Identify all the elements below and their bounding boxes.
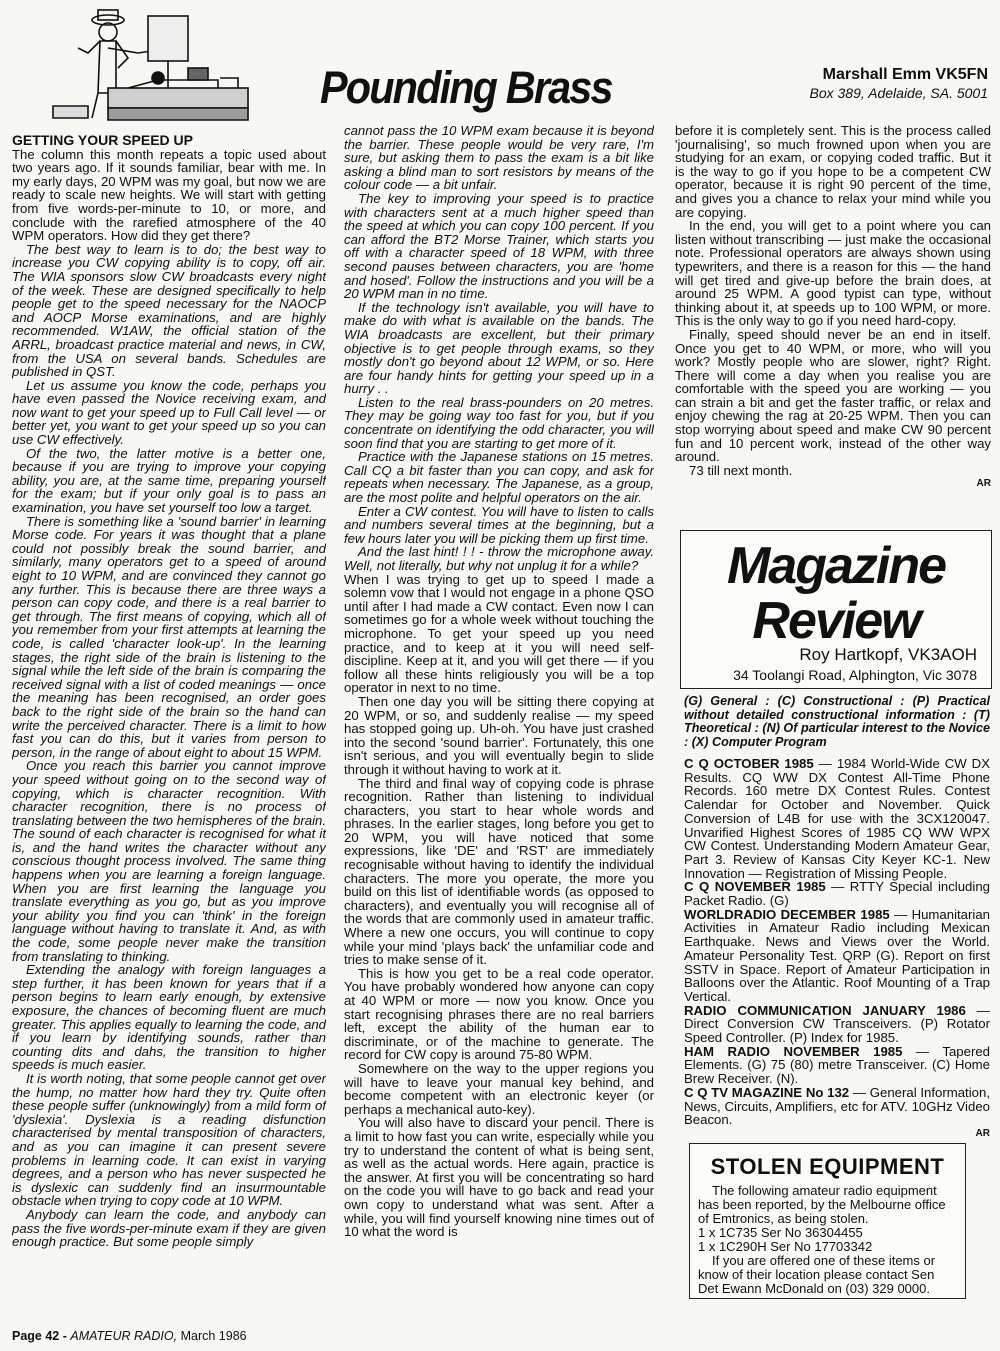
page-number: Page 42 - — [12, 1329, 71, 1343]
article-column-2 — [344, 124, 654, 1319]
end-mark: AR — [975, 1127, 990, 1139]
paragraph: 73 till next month. — [689, 462, 793, 478]
stolen-intro: The following amateur radio equipment has been reported, by the Melbourne office of Emtronics, as being stolen. — [698, 1183, 946, 1226]
review-entry: HAM RADIO NOVEMBER 1985 — Tapered Elements. (G) 75 (80) metre Transceiver. (C) Home Brew Receiver. (N). — [684, 1043, 991, 1087]
review-entry: C Q OCTOBER 1985 — 1984 World-Wide CW DX Results. CQ WW DX Contest All-Time Phone Records. 160 metre DX Contest Rules. Contest Calendar for October and November. Quick Conversion of L4B for use with the 3CX120047. Unvarified Highest Scores of 1985 CQ WW WPX CW Contest. Understanding Modern Amateur Gear, Part 3. Review of Kansas City Keyer KC-1. New Innovation — Registration of Missing People. — [684, 756, 990, 881]
paragraph: Enter a CW contest. You will have to listen to calls and numbers several times at the beginning, but a few hours later you will be picking them up first time. — [344, 503, 654, 546]
magazine-review-title-line2: Review — [752, 592, 920, 650]
stolen-item: 1 x 1C735 Ser No 36304455 — [698, 1225, 863, 1240]
paragraph: cannot pass the 10 WPM exam because it is beyond the barrier. These people would be very rare, I'm sure, but asking them to pass the exam is a bit like asking a blind man to sort resistors by means of the colour code — a bit unfair. — [344, 124, 654, 193]
page-title: Pounding Brass — [320, 62, 612, 113]
paragraph: before it is completely sent. This is the process called 'journalising', so much frowned upon when you are studying for an exam, or copying coded traffic. But it is the way to go if you hope to be a competent CW operator, because it is right 90 percent of the time, and gives you a chance to relax your mind while you are copying. — [675, 124, 991, 220]
review-entry: C Q TV MAGAZINE No 132 — General Information, News, Circuits, Amplifiers, etc for ATV. 10GHz Video Beacon. — [684, 1084, 990, 1128]
page-footer — [12, 1329, 247, 1343]
magazine-review-header — [680, 530, 992, 689]
paragraph: Once you reach this barrier you cannot improve your speed without going on to the second way of copying, which is character recognition. With character recognition, there is no process of translating between the two hemispheres of the brain. The sound of each character is recognised for what it is, and the hand writes the character without any conscious thought process involved. The same thing happens when you are learning a foreign language. When you are first learning the language you translate everything as you go, but as you improve your ability you find you can 'think' in the foreign language without having to translate it. And, as with the code, some people never make the transition from translating to thinking. — [12, 758, 326, 964]
paragraph: And the last hint! ! ! - throw the microphone away. Well, not literally, but why not unplug it for a while? — [344, 544, 654, 573]
paragraph: It is worth noting, that some people cannot get over the hump, no matter how hard they try. Quite often these people suffer (unknowingly) from a mild form of 'dyslexia'. Dyslexia is a reading disfunction characterised by mental transposition of characters, and as you can imagine it can present severe problems in learning code. It can exist in varying degrees, and a person who has never suspected he is dyslexic can suddenly find an insurmountable obstacle when trying to copy code at 10 WPM. — [12, 1070, 326, 1209]
author-block — [810, 66, 989, 102]
paragraph: The column this month repeats a topic used about two years ago. If it sounds familiar, bear with me. In my early days, 20 WPM was my goal, but now we are ready to scale new heights. We will start with getting from five words-per-minute to 10, or more, and conclude with the rarefied atmosphere of the 40 WPM operators. How did they get there? — [12, 146, 326, 244]
paragraph: Of the two, the latter motive is a better one, because if you are trying to improve your copying ability, you are, at the same time, preparing yourself for the exam; but if your only goal is to pass an examination, you have set yourself too low a target. — [12, 445, 326, 516]
review-legend: (G) General : (C) Constructional : (P) Practical without detailed constructional information : (T) Theoretical : (N) Of particular interest to the Novice : (X) Computer Program — [684, 694, 990, 749]
stolen-equipment-box — [689, 1143, 966, 1299]
section-heading: GETTING YOUR SPEED UP — [12, 132, 193, 148]
paragraph: You will also have to discard your pencil. There is a limit to how fast you can write, especially while you try to understand the content of what is being sent, as well as the actual words. Here again, practice is the answer. At first you will be concentrating so hard on the code you will have to go back and read your own copy to understand what was sent. After a while, you will find yourself knowing nine times out of 10 what the word is — [344, 1115, 654, 1240]
magazine-review-title-line1: Magazine — [726, 537, 946, 595]
review-list — [684, 757, 990, 1141]
author-address: Box 389, Adelaide, SA. 5001 — [809, 85, 988, 101]
paragraph: Somewhere on the way to the upper regions you will have to leave your manual key behind, and become competent with an electronic keyer (or perhaps a mechanical auto-key). — [344, 1060, 654, 1117]
paragraph: There is something like a 'sound barrier' in learning Morse code. For years it was thought that a plane could not possibly break the sound barrier, and similarly, many operators get to a speed of around eight to 10 WPM, and are convinced they cannot go any further. This is because there are three ways a person can copy code, and there is a real barrier to get through. The first means of copying, which all of you remember from your first attempts at learning the code, is called 'character look-up'. In the learning stages, the right side of the brain is listening to the signal while the left side of the brain is comparing the received signal with a list of coded meanings — once the meaning has been recognised, an order goes back to the right side of the brain so the hand can write the perceived character. There is a limit to how fast you can do this, but it varies from person to person, in the range of about eight to about 15 WPM. — [12, 513, 326, 760]
publication-name: AMATEUR RADIO, — [70, 1329, 178, 1343]
stolen-contact: If you are offered one of these items or know of their location please contact Sen Det Ewann McDonald on (03) 329 0000. — [698, 1253, 936, 1296]
paragraph: Let us assume you know the code, perhaps you have even passed the Novice receiving exam, and now want to get your speed up to Full Call level — or better yet, you want to get your speed up so you can use CW effectively. — [12, 377, 326, 448]
paragraph: Listen to the real brass-pounders on 20 metres. They may be going way too fast for you, but if you concentrate on identifying the odd character, you will soon find that you are starting to get more of it. — [344, 394, 654, 451]
review-entry: C Q NOVEMBER 1985 — RTTY Special including Packet Radio. (G) — [684, 879, 990, 909]
telegraph-key-illustration — [48, 8, 253, 126]
stolen-equipment-title: STOLEN EQUIPMENT — [710, 1154, 945, 1179]
paragraph: Finally, speed should never be an end in itself. Once you get to 40 WPM, or more, who will you work? Mostly people who are slower, right? Right. There will come a day when you realise you are comfortable with the speed you are working — you can strain a bit and get the faster traffic, or relax and enjoy chewing the rag at 20-25 WPM. Then you can stop worrying about speed and make CW 90 percent fun and 10 percent work, instead of the other way around. — [675, 326, 991, 465]
review-editor: Roy Hartkopf, VK3AOH — [799, 645, 977, 664]
paragraph: Then one day you will be sitting there copying at 20 WPM, or so, and suddenly realise — my speed has stopped going up. Uh-oh. You have just crashed into the second 'sound barrier'. Fortunately, this one isn't serious, and you will eventually begin to slide through it without having to work at it. — [344, 693, 654, 777]
end-mark: AR — [976, 478, 991, 490]
stolen-item: 1 x 1C290H Ser No 17703342 — [698, 1239, 873, 1254]
review-entry: RADIO COMMUNICATION JANUARY 1986 — Direct Conversion CW Transceivers. (P) Rotator Speed Controller. (P) Index for 1985. — [684, 1002, 990, 1046]
paragraph: Practice with the Japanese stations on 15 metres. Call CQ a bit faster than you can copy, and ask for repeats when necessary. The Japanese, as a group, are the most polite and helpful operators on the air. — [344, 449, 654, 506]
paragraph: Anybody can learn the code, and anybody can pass the five words-per-minute exam if they are given enough practice. But some people simply — [12, 1206, 326, 1250]
paragraph: The third and final way of copying code is phrase recognition. Rather than listening to individual characters, you start to hear whole words and phrases. In the earlier stages, long before you get to 20 WPM, you will have noticed that some expressions, like 'DE' and 'RST' are immediately recognisable without having to identify the individual characters. The more you operate, the more you build on this list of identifiable words (as opposed to characters), and eventually you will recognise all of the words that are commonly used in amateur traffic. Where a new one occurs, you will continue to copy while your mind 'plays back' the unfamiliar code and tries to make sense of it. — [344, 775, 654, 968]
paragraph: The best way to learn is to do; the best way to increase you CW copying ability is to copy, off air. The WIA sponsors slow CW broadcasts every night of the week. These are designed specifically to help people get to the speed necessary for the NAOCP and AOCP Morse examinations, and are highly recommended. W1AW, the official station of the ARRL, broadcast practice material and news, in CW, from the USA on several bands. Schedules are published in QST. — [12, 241, 326, 380]
paragraph: The key to improving your speed is to practice with characters sent at a much higher speed than the speed at which you can copy 100 percent. If you can afford the BT2 Morse Trainer, which starts you off with a character speed of 18 WPM, with three second pauses between characters, you are 'home and hosed'. Follow the instructions and you will be a 20 WPM man in no time. — [344, 190, 654, 302]
issue-date: March 1986 — [177, 1329, 247, 1343]
review-entry: WORLDRADIO DECEMBER 1985 — Humanitarian Activities in Amateur Radio including Mexican Earthquake. News and Views over the World. Amateur Personality Test. QRP (G). Report on first SSTV in Space. Report of Amateur Participation in Balloons over the Atlantic. Roof Mounting of a Trap Vertical. — [684, 906, 990, 1004]
author-name: Marshall Emm VK5FN — [822, 66, 988, 83]
paragraph: When I was trying to get up to speed I made a solemn vow that I would not engage in a phone QSO until after I had made a CW contact. Even now I can sometimes go for a whole week without touching the microphone. To get your speed up you need practice, and to keep at it you will need self-discipline. Keep at it, and you will get there — if you follow all these hints religiously you will be a top operator in next to no time. — [344, 571, 654, 696]
paragraph: Extending the analogy with foreign languages a step further, it has been known for years that if a person begins to learn early enough, by extensive exposure, the chances of becoming fluent are much greater. This applies equally to learning the code, and if you learn by identifying sounds, rather than counting dits and dahs, the transition to higher speeds is much easier. — [12, 962, 326, 1073]
paragraph: In the end, you will get to a point where you can listen without transcribing — just make the occasional note. Professional operators are always shown using typewriters, and there is a reason for this — the hand will get tired and give-up before the brain does, at around 25 WPM. A good typist can type, without thinking about it, at speeds up to 100 WPM, or more. This is the only way to go if you need hard-copy. — [675, 218, 991, 329]
article-column-3 — [675, 124, 991, 494]
article-column-1 — [12, 124, 326, 1289]
review-editor-address: 34 Toolangi Road, Alphington, Vic 3078 — [733, 667, 977, 683]
paragraph: This is how you get to be a real code operator. You have probably wondered how anyone can copy at 40 WPM or more — now you know. Once you start recognising phrases there are no real barriers left, except the ability of the human ear to discriminate, or of the machine to generate. The record for CW copy is around 75-80 WPM. — [344, 965, 654, 1063]
paragraph: If the technology isn't available, you will have to make do with what is available on the bands. The WIA broadcasts are excellent, but their primary objective is to get people through exams, so they mostly don't go beyond about 12 WPM, or so. Here are four handy hints for getting your speed up in a hurry . . — [344, 299, 654, 397]
